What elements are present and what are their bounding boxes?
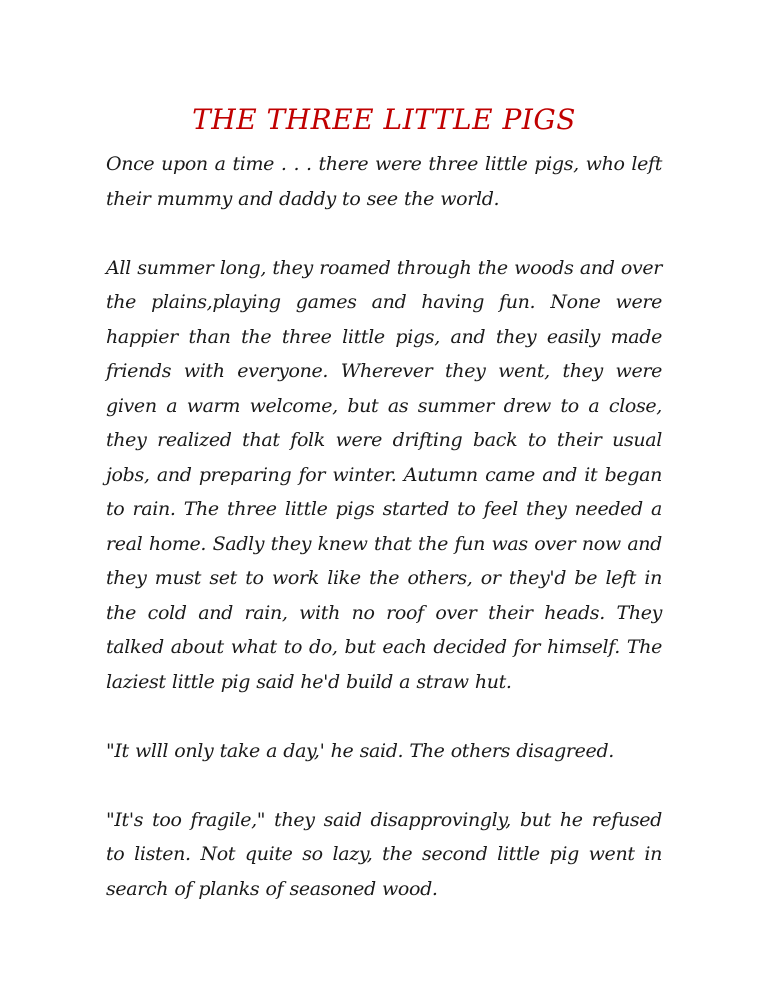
story-paragraph-3: "It wlll only take a day,' he said. The others disagreed. — [106, 739, 614, 762]
story-paragraph-4: "It's too fragile," they said disapprovingly, but he refused to listen. Not quite so lazy, the second little pig went in search of planks of seasoned wood. — [106, 808, 662, 900]
story-body — [106, 147, 662, 906]
document-title: THE THREE LITTLE PIGS — [192, 103, 576, 136]
story-paragraph-1: Once upon a time . . . there were three little pigs, who left their mummy and daddy to see the world. — [106, 153, 662, 210]
story-paragraph-2: All summer long, they roamed through the woods and over the plains,playing games and having fun. None were happier than the three little pigs, and they easily made friends with everyone. Wherever they went, they were given a warm welcome, but as summer drew to a close, they realized that folk were drifting back to their usual jobs, and preparing for winter. Autumn came and it began to rain. The three little pigs started to feel they needed a real home. Sadly they knew that the fun was over now and they must set to work like the others, or they'd be left in the cold and rain, with no roof over their heads. They talked about what to do, but each decided for himself. The laziest little pig said he'd build a straw hut. — [106, 256, 662, 693]
